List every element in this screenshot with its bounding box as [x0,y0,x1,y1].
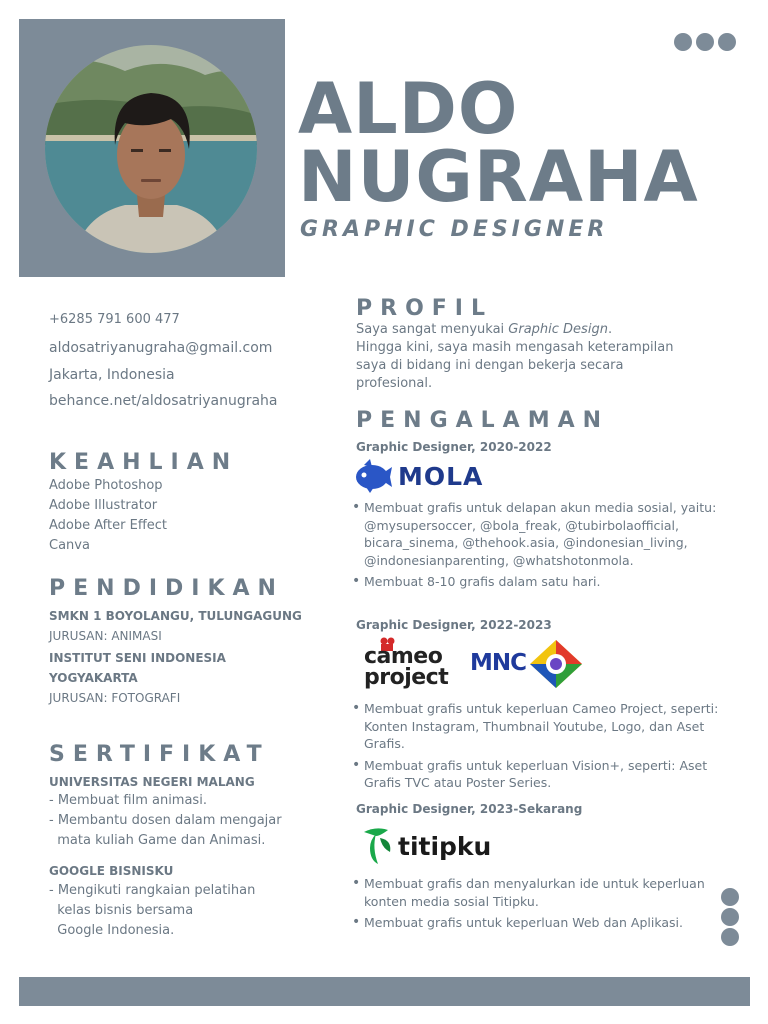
heading-pendidikan: PENDIDIKAN [49,576,284,601]
job-bullet: • Membuat grafis untuk keperluan Vision+, seperti: Aset Grafis TVC atau Poster Series. [352,757,732,792]
titipku-wordmark: titipku [398,831,492,861]
heading-pengalaman: PENGALAMAN [356,408,610,433]
heading-keahlian: KEAHLIAN [49,450,239,475]
job-title: Graphic Designer, 2020-2022 [356,440,552,454]
mola-wordmark: MOLA [398,461,484,491]
certificate-org: GOOGLE BISNISKU [49,864,174,878]
mola-logo [354,458,483,494]
profil-line: Hingga kini, saya masih mengasah keterampilan [356,340,674,355]
school-name: INSTITUT SENI INDONESIA [49,651,226,665]
job2-bullets [352,700,732,796]
certificate-org: UNIVERSITAS NEGERI MALANG [49,775,255,789]
mnc-logo [470,640,588,688]
profil-line: saya di bidang ini dengan bekerja secara [356,358,624,373]
certificate-line: - Mengikuti rangkaian pelatihan [49,883,256,898]
contact-phone: +6285 791 600 477 [49,312,180,327]
profil-text: Saya sangat menyukai [356,322,509,337]
job-bullet: • Membuat grafis untuk keperluan Cameo Project, seperti: Konten Instagram, Thumbnail Youtube, Logo, dan Aset Grafis. [352,700,732,753]
skill-item: Adobe Illustrator [49,498,158,513]
certificate-line: kelas bisnis bersama [49,903,194,918]
titipku-logo [362,826,491,866]
job-bullet: • Membuat grafis dan menyalurkan ide untuk keperluan konten media sosial Titipku. [352,875,732,910]
heading-profil: PROFIL [356,296,493,321]
more-vertical-dots-icon [721,888,739,948]
mnc-diamond-icon [530,640,582,688]
job-title: Graphic Designer, 2022-2023 [356,618,552,632]
job3-bullets [352,875,732,936]
profil-line: profesional. [356,376,433,391]
profile-photo [45,45,257,253]
job-bullet: • Membuat 8-10 grafis dalam satu hari. [352,573,732,591]
skill-item: Adobe Photoshop [49,478,163,493]
mnc-wordmark: MNC [470,650,527,676]
skill-item: Adobe After Effect [49,518,168,533]
first-name: ALDO [298,68,519,150]
more-horizontal-dots-icon [674,33,736,51]
footer-bar [19,977,750,1006]
certificate-line: - Membuat film animasi. [49,793,207,808]
job-title: Graphic Designer, 2023-Sekarang [356,802,583,816]
school-name: YOGYAKARTA [49,671,138,685]
certificate-line: - Membantu dosen dalam mengajar [49,813,282,828]
contact-location: Jakarta, Indonesia [49,367,175,383]
last-name: NUGRAHA [298,136,699,218]
school-major: JURUSAN: FOTOGRAFI [49,691,181,705]
profil-text: . [607,322,613,337]
mola-fish-icon [354,459,392,493]
job-role: GRAPHIC DESIGNER [300,217,609,242]
certificate-line: Google Indonesia. [49,923,175,938]
school-major: JURUSAN: ANIMASI [49,629,162,643]
profil-italic-text: Graphic Design [508,322,608,337]
profil-line [356,323,612,338]
contact-email: aldosatriyanugraha@gmail.com [49,340,273,356]
skill-item: Canva [49,538,90,553]
heading-sertifikat: SERTIFIKAT [49,742,270,767]
cameo-project-logo [364,640,464,692]
contact-website: behance.net/aldosatriyanugraha [49,393,278,409]
job-bullet: • Membuat grafis untuk keperluan Web dan Aplikasi. [352,914,732,932]
titipku-leaf-icon [362,826,394,866]
project-wordmark: project [364,665,449,690]
job-bullet: • Membuat grafis untuk delapan akun media sosial, yaitu: @mysupersoccer, @bola_freak, @tubirbolaofficial, bicara_sinema, @thehook.asia, @indonesian_living, @indonesianparenting, @whatshotonmola. [352,499,732,569]
job1-bullets [352,499,732,595]
certificate-line: mata kuliah Game dan Animasi. [49,833,266,848]
school-name: SMKN 1 BOYOLANGU, TULUNGAGUNG [49,609,302,623]
cameo-wordmark: cameo [364,644,443,669]
